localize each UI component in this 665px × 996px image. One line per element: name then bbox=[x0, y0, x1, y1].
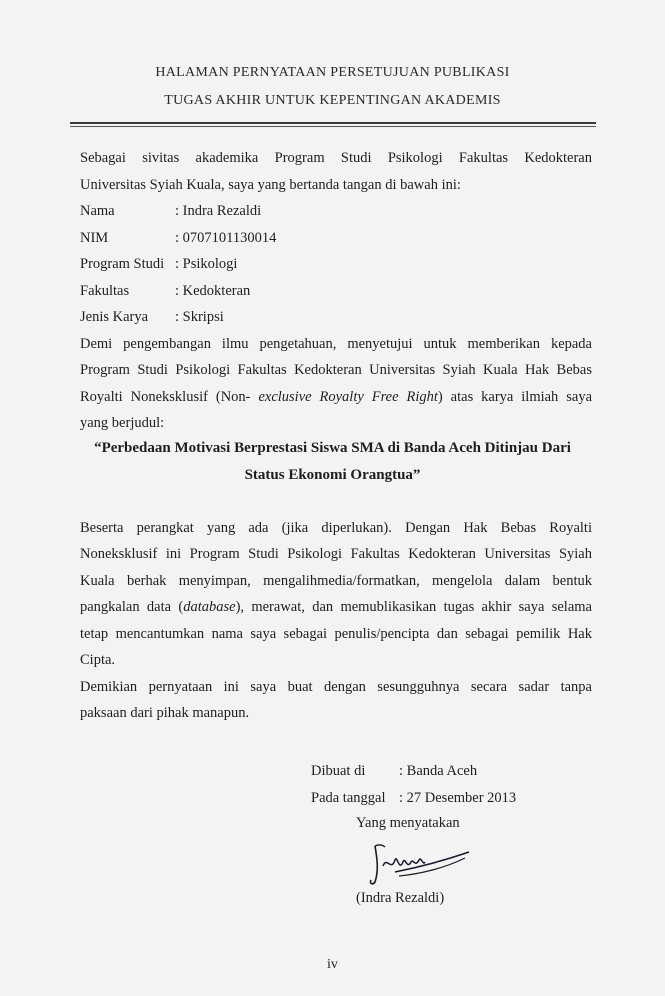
para2-line-6: Cipta. bbox=[80, 652, 116, 668]
para2-line-1: Beserta perangkat yang ada (jika diperlukan). Dengan Hak Bebas Royalti bbox=[80, 520, 592, 536]
para3-line-2: paksaan dari pihak manapun. bbox=[80, 705, 250, 721]
field-label: NIM bbox=[80, 230, 109, 246]
para2-line-3: Kuala berhak menyimpan, mengalihmedia/formatkan, mengelola dalam bentuk bbox=[80, 573, 592, 589]
para3-line-1: Demikian pernyataan ini saya buat dengan sesungguhnya secara sadar tanpa bbox=[80, 679, 592, 695]
para2-line-4-italic: database bbox=[183, 599, 236, 615]
para2-line-4-c: ), merawat, dan memublikasikan tugas akhir saya selama bbox=[235, 599, 592, 615]
para1-line-3-italic: exclusive Royalty Free Right bbox=[258, 389, 438, 405]
page-number: iv bbox=[327, 957, 338, 972]
para2-line-4 bbox=[80, 597, 592, 617]
signature-place-label: Dibuat di bbox=[311, 763, 366, 779]
signature-date-value: : 27 Desember 2013 bbox=[399, 790, 517, 806]
field-value: : 0707101130014 bbox=[175, 230, 277, 246]
declarant-label: Yang menyatakan bbox=[356, 815, 460, 831]
field-value: : Psikologi bbox=[175, 256, 238, 272]
field-jenis-karya bbox=[80, 307, 592, 327]
field-label: Nama bbox=[80, 203, 115, 219]
para1-line-3 bbox=[80, 387, 592, 407]
para1-line-3-c: ) atas karya ilmiah saya bbox=[437, 389, 593, 405]
field-label: Program Studi bbox=[80, 256, 165, 272]
para1-line-1: Demi pengembangan ilmu pengetahuan, menyetujui untuk memberikan kepada bbox=[80, 336, 592, 352]
signature-place-row bbox=[311, 763, 477, 780]
para2-line-4-a: pangkalan data ( bbox=[80, 599, 184, 615]
signatory-name: (Indra Rezaldi) bbox=[356, 890, 445, 906]
signature-date-label: Pada tanggal bbox=[311, 790, 386, 806]
field-program-studi bbox=[80, 254, 592, 274]
field-value: : Kedokteran bbox=[175, 283, 251, 299]
field-nama bbox=[80, 201, 592, 221]
field-value: : Skripsi bbox=[175, 309, 224, 325]
heading-line-2: TUGAS AKHIR UNTUK KEPENTINGAN AKADEMIS bbox=[164, 93, 501, 108]
field-value: : Indra Rezaldi bbox=[175, 203, 262, 219]
signature-place-value: : Banda Aceh bbox=[399, 763, 478, 779]
para1-line-3-a: Royalti Noneksklusif (Non- bbox=[80, 389, 251, 405]
intro-line-2: Universitas Syiah Kuala, saya yang bertanda tangan di bawah ini: bbox=[80, 177, 461, 193]
field-nim bbox=[80, 228, 592, 248]
heading-line-1: HALAMAN PERNYATAAN PERSETUJUAN PUBLIKASI bbox=[155, 65, 510, 80]
heading-rule-thick bbox=[70, 122, 596, 124]
para1-line-4: yang berjudul: bbox=[80, 415, 165, 431]
heading-rule-thin bbox=[70, 126, 596, 127]
para2-line-5: tetap mencantumkan nama saya sebagai penulis/pencipta dan sebagai pemilik Hak bbox=[80, 626, 592, 642]
handwritten-signature bbox=[365, 838, 475, 888]
field-label: Fakultas bbox=[80, 283, 130, 299]
para1-line-2: Program Studi Psikologi Fakultas Kedokteran Universitas Syiah Kuala Hak Bebas bbox=[80, 362, 592, 378]
field-label: Jenis Karya bbox=[80, 309, 149, 325]
thesis-title-line-2: Status Ekonomi Orangtua” bbox=[244, 467, 421, 483]
intro-line-1: Sebagai sivitas akademika Program Studi Psikologi Fakultas Kedokteran bbox=[80, 150, 592, 166]
signature-date-row bbox=[311, 790, 516, 807]
para2-line-2: Noneksklusif ini Program Studi Psikologi Fakultas Kedokteran Universitas Syiah bbox=[80, 546, 592, 562]
field-fakultas bbox=[80, 281, 592, 301]
thesis-title-line-1: “Perbedaan Motivasi Berprestasi Siswa SMA di Banda Aceh Ditinjau Dari bbox=[94, 440, 571, 456]
